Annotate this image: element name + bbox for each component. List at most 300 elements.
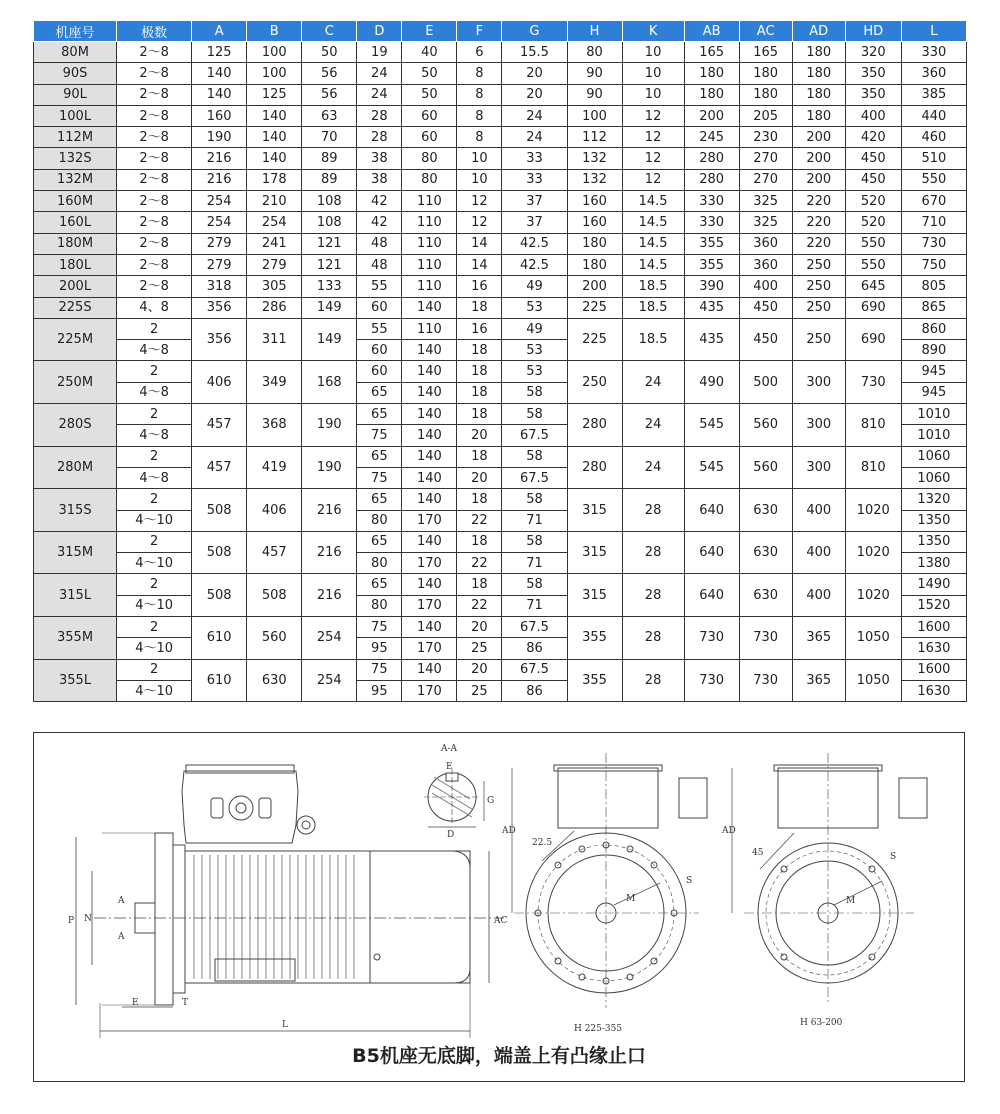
frame-model-cell: 160M xyxy=(34,191,117,212)
table-cell: 280 xyxy=(567,446,622,489)
table-cell: 610 xyxy=(192,617,247,660)
table-row xyxy=(34,42,967,63)
table-cell: 200 xyxy=(792,169,845,190)
table-cell: 140 xyxy=(402,404,457,425)
table-cell: 2 xyxy=(117,531,192,552)
table-cell: 2 xyxy=(117,659,192,680)
table-cell: 210 xyxy=(247,191,302,212)
table-cell: 280 xyxy=(684,148,739,169)
table-cell: 865 xyxy=(901,297,966,318)
table-cell: 140 xyxy=(247,148,302,169)
column-header: AD xyxy=(792,21,845,42)
table-row xyxy=(34,84,967,105)
table-cell: 170 xyxy=(402,510,457,531)
table-cell: 53 xyxy=(502,340,567,361)
table-cell: 60 xyxy=(357,361,402,382)
table-cell: 10 xyxy=(622,63,684,84)
table-cell: 6 xyxy=(457,42,502,63)
table-cell: 12 xyxy=(622,169,684,190)
table-cell: 2～8 xyxy=(117,254,192,275)
table-row xyxy=(34,148,967,169)
label-t: T xyxy=(182,998,189,1008)
table-cell: 110 xyxy=(402,318,457,339)
table-cell: 75 xyxy=(357,617,402,638)
table-cell: 360 xyxy=(739,254,792,275)
table-cell: 1350 xyxy=(901,510,966,531)
table-cell: 450 xyxy=(739,297,792,318)
table-cell: 320 xyxy=(845,42,901,63)
table-cell: 180 xyxy=(739,84,792,105)
table-cell: 550 xyxy=(901,169,966,190)
table-cell: 20 xyxy=(502,84,567,105)
label-a-bottom: A xyxy=(118,932,125,942)
table-cell: 49 xyxy=(502,276,567,297)
table-cell: 368 xyxy=(247,404,302,447)
table-cell: 4～10 xyxy=(117,510,192,531)
flange-view-large xyxy=(512,753,707,1008)
dimension-table xyxy=(33,20,967,702)
table-cell: 14 xyxy=(457,233,502,254)
angle-right: 45 xyxy=(752,848,764,858)
table-cell: 60 xyxy=(402,127,457,148)
table-cell: 406 xyxy=(247,489,302,532)
table-cell: 330 xyxy=(684,212,739,233)
table-cell: 49 xyxy=(502,318,567,339)
table-cell: 1600 xyxy=(901,617,966,638)
table-cell: 450 xyxy=(739,318,792,361)
table-cell: 8 xyxy=(457,63,502,84)
table-cell: 4～10 xyxy=(117,553,192,574)
table-cell: 65 xyxy=(357,574,402,595)
column-header: L xyxy=(901,21,966,42)
range-label-left: H 225-355 xyxy=(574,1024,623,1034)
table-cell: 220 xyxy=(792,212,845,233)
table-cell: 10 xyxy=(622,84,684,105)
table-cell: 71 xyxy=(502,553,567,574)
table-cell: 50 xyxy=(402,84,457,105)
table-cell: 510 xyxy=(901,148,966,169)
table-cell: 1520 xyxy=(901,595,966,616)
table-cell: 1380 xyxy=(901,553,966,574)
table-cell: 28 xyxy=(357,105,402,126)
table-cell: 1490 xyxy=(901,574,966,595)
table-cell: 254 xyxy=(302,617,357,660)
table-cell: 545 xyxy=(684,446,739,489)
table-cell: 216 xyxy=(192,148,247,169)
table-cell: 65 xyxy=(357,531,402,552)
table-cell: 945 xyxy=(901,382,966,403)
table-cell: 406 xyxy=(192,361,247,404)
table-cell: 1020 xyxy=(845,574,901,617)
table-cell: 241 xyxy=(247,233,302,254)
table-cell: 24 xyxy=(502,127,567,148)
table-cell: 140 xyxy=(402,361,457,382)
table-cell: 385 xyxy=(901,84,966,105)
table-cell: 140 xyxy=(402,617,457,638)
table-cell: 14.5 xyxy=(622,212,684,233)
table-row xyxy=(34,617,967,638)
table-cell: 55 xyxy=(357,276,402,297)
table-cell: 132 xyxy=(567,148,622,169)
table-cell: 360 xyxy=(901,63,966,84)
table-cell: 16 xyxy=(457,318,502,339)
table-cell: 132 xyxy=(567,169,622,190)
table-cell: 350 xyxy=(845,63,901,84)
column-header: AB xyxy=(684,21,739,42)
table-cell: 350 xyxy=(845,84,901,105)
table-row xyxy=(34,191,967,212)
table-cell: 2～8 xyxy=(117,127,192,148)
angle-left: 22.5 xyxy=(532,838,553,848)
table-cell: 670 xyxy=(901,191,966,212)
table-cell: 18 xyxy=(457,531,502,552)
column-header: C xyxy=(302,21,357,42)
table-cell: 20 xyxy=(457,467,502,488)
table-row xyxy=(34,254,967,275)
table-cell: 38 xyxy=(357,148,402,169)
table-cell: 190 xyxy=(302,446,357,489)
table-cell: 2 xyxy=(117,361,192,382)
table-cell: 28 xyxy=(622,489,684,532)
table-cell: 71 xyxy=(502,510,567,531)
table-cell: 1600 xyxy=(901,659,966,680)
table-cell: 50 xyxy=(402,63,457,84)
table-cell: 390 xyxy=(684,276,739,297)
table-cell: 18.5 xyxy=(622,297,684,318)
table-cell: 1060 xyxy=(901,446,966,467)
table-cell: 28 xyxy=(622,617,684,660)
table-cell: 400 xyxy=(845,105,901,126)
table-cell: 180 xyxy=(739,63,792,84)
column-header: H xyxy=(567,21,622,42)
table-cell: 22 xyxy=(457,595,502,616)
table-cell: 610 xyxy=(192,659,247,702)
table-cell: 315 xyxy=(567,574,622,617)
table-cell: 325 xyxy=(739,212,792,233)
table-cell: 90 xyxy=(567,63,622,84)
table-row xyxy=(34,212,967,233)
table-cell: 55 xyxy=(357,318,402,339)
table-cell: 2～8 xyxy=(117,42,192,63)
table-cell: 108 xyxy=(302,212,357,233)
table-cell: 500 xyxy=(739,361,792,404)
column-header: F xyxy=(457,21,502,42)
table-cell: 550 xyxy=(845,254,901,275)
table-cell: 40 xyxy=(402,42,457,63)
table-cell: 110 xyxy=(402,212,457,233)
table-cell: 645 xyxy=(845,276,901,297)
table-cell: 20 xyxy=(502,63,567,84)
frame-model-cell: 355L xyxy=(34,659,117,702)
table-header-row xyxy=(34,21,967,42)
table-cell: 200 xyxy=(567,276,622,297)
frame-model-cell: 250M xyxy=(34,361,117,404)
table-cell: 28 xyxy=(357,127,402,148)
table-cell: 435 xyxy=(684,318,739,361)
table-cell: 520 xyxy=(845,191,901,212)
table-cell: 18 xyxy=(457,574,502,595)
motor-outline-drawing xyxy=(34,733,964,1081)
table-cell: 200 xyxy=(792,148,845,169)
column-header: B xyxy=(247,21,302,42)
table-cell: 22 xyxy=(457,553,502,574)
table-cell: 2～8 xyxy=(117,105,192,126)
table-cell: 730 xyxy=(684,659,739,702)
table-cell: 805 xyxy=(901,276,966,297)
label-m-right: M xyxy=(846,896,856,906)
frame-model-cell: 280S xyxy=(34,404,117,447)
table-cell: 280 xyxy=(684,169,739,190)
table-cell: 349 xyxy=(247,361,302,404)
table-cell: 1010 xyxy=(901,404,966,425)
table-cell: 12 xyxy=(622,127,684,148)
table-cell: 2 xyxy=(117,446,192,467)
table-cell: 60 xyxy=(402,105,457,126)
table-cell: 108 xyxy=(302,191,357,212)
table-cell: 24 xyxy=(502,105,567,126)
table-cell: 33 xyxy=(502,148,567,169)
table-cell: 2～8 xyxy=(117,212,192,233)
table-cell: 435 xyxy=(684,297,739,318)
table-cell: 12 xyxy=(457,191,502,212)
table-cell: 420 xyxy=(845,127,901,148)
table-cell: 2～8 xyxy=(117,276,192,297)
table-cell: 140 xyxy=(402,382,457,403)
table-row xyxy=(34,233,967,254)
table-cell: 365 xyxy=(792,617,845,660)
table-cell: 75 xyxy=(357,425,402,446)
label-n: N xyxy=(84,914,92,924)
table-cell: 28 xyxy=(622,574,684,617)
table-cell: 810 xyxy=(845,404,901,447)
table-cell: 860 xyxy=(901,318,966,339)
table-cell: 450 xyxy=(845,169,901,190)
column-header: K xyxy=(622,21,684,42)
table-cell: 178 xyxy=(247,169,302,190)
table-cell: 216 xyxy=(192,169,247,190)
table-cell: 440 xyxy=(901,105,966,126)
table-cell: 24 xyxy=(622,361,684,404)
table-cell: 165 xyxy=(684,42,739,63)
table-cell: 42 xyxy=(357,212,402,233)
column-header: 机座号 xyxy=(34,21,117,42)
table-cell: 508 xyxy=(192,489,247,532)
table-cell: 18 xyxy=(457,489,502,510)
table-row xyxy=(34,169,967,190)
flange-view-small xyxy=(732,753,927,1003)
table-cell: 25 xyxy=(457,680,502,701)
table-cell: 4～8 xyxy=(117,425,192,446)
table-cell: 160 xyxy=(192,105,247,126)
table-cell: 110 xyxy=(402,233,457,254)
table-cell: 28 xyxy=(622,659,684,702)
table-cell: 730 xyxy=(739,617,792,660)
table-cell: 356 xyxy=(192,297,247,318)
table-cell: 457 xyxy=(247,531,302,574)
table-cell: 20 xyxy=(457,617,502,638)
table-cell: 330 xyxy=(901,42,966,63)
table-cell: 10 xyxy=(457,148,502,169)
frame-model-cell: 90L xyxy=(34,84,117,105)
label-g: G xyxy=(487,796,495,806)
table-cell: 110 xyxy=(402,191,457,212)
table-cell: 254 xyxy=(192,212,247,233)
table-cell: 400 xyxy=(792,574,845,617)
table-cell: 690 xyxy=(845,297,901,318)
frame-model-cell: 315S xyxy=(34,489,117,532)
table-cell: 180 xyxy=(684,84,739,105)
table-cell: 750 xyxy=(901,254,966,275)
table-cell: 18 xyxy=(457,446,502,467)
table-cell: 630 xyxy=(247,659,302,702)
table-cell: 18 xyxy=(457,340,502,361)
table-cell: 2～8 xyxy=(117,84,192,105)
table-cell: 42.5 xyxy=(502,254,567,275)
table-cell: 14 xyxy=(457,254,502,275)
table-cell: 315 xyxy=(567,531,622,574)
table-cell: 165 xyxy=(739,42,792,63)
table-cell: 95 xyxy=(357,680,402,701)
table-cell: 60 xyxy=(357,340,402,361)
range-label-right: H 63-200 xyxy=(800,1018,843,1028)
table-cell: 140 xyxy=(402,425,457,446)
label-ad-right: AD xyxy=(722,826,736,836)
table-cell: 15.5 xyxy=(502,42,567,63)
table-cell: 250 xyxy=(792,254,845,275)
label-d: D xyxy=(447,830,455,840)
table-cell: 508 xyxy=(247,574,302,617)
table-cell: 315 xyxy=(567,489,622,532)
table-cell: 58 xyxy=(502,446,567,467)
table-cell: 560 xyxy=(247,617,302,660)
table-cell: 490 xyxy=(684,361,739,404)
table-cell: 42 xyxy=(357,191,402,212)
table-cell: 133 xyxy=(302,276,357,297)
table-cell: 70 xyxy=(302,127,357,148)
table-cell: 305 xyxy=(247,276,302,297)
table-cell: 250 xyxy=(792,297,845,318)
table-cell: 125 xyxy=(192,42,247,63)
table-cell: 356 xyxy=(192,318,247,361)
table-cell: 2～8 xyxy=(117,169,192,190)
table-cell: 225 xyxy=(567,318,622,361)
frame-model-cell: 132M xyxy=(34,169,117,190)
table-cell: 8 xyxy=(457,105,502,126)
table-cell: 71 xyxy=(502,595,567,616)
table-cell: 180 xyxy=(792,63,845,84)
table-cell: 2～8 xyxy=(117,148,192,169)
table-cell: 730 xyxy=(845,361,901,404)
table-cell: 58 xyxy=(502,531,567,552)
table-cell: 300 xyxy=(792,361,845,404)
table-cell: 330 xyxy=(684,191,739,212)
label-ad-left: AD xyxy=(502,826,516,836)
table-cell: 318 xyxy=(192,276,247,297)
table-cell: 100 xyxy=(247,42,302,63)
table-cell: 1010 xyxy=(901,425,966,446)
column-header: A xyxy=(192,21,247,42)
table-cell: 730 xyxy=(739,659,792,702)
table-cell: 86 xyxy=(502,638,567,659)
table-cell: 365 xyxy=(792,659,845,702)
table-cell: 60 xyxy=(357,297,402,318)
table-cell: 545 xyxy=(684,404,739,447)
table-cell: 121 xyxy=(302,254,357,275)
table-cell: 20 xyxy=(457,425,502,446)
table-cell: 67.5 xyxy=(502,467,567,488)
table-cell: 1320 xyxy=(901,489,966,510)
table-cell: 12 xyxy=(622,148,684,169)
table-cell: 42.5 xyxy=(502,233,567,254)
table-cell: 2～8 xyxy=(117,191,192,212)
table-cell: 180 xyxy=(792,84,845,105)
table-cell: 170 xyxy=(402,680,457,701)
table-cell: 12 xyxy=(457,212,502,233)
table-cell: 80 xyxy=(357,510,402,531)
table-cell: 65 xyxy=(357,382,402,403)
table-cell: 2 xyxy=(117,489,192,510)
table-cell: 1350 xyxy=(901,531,966,552)
column-header: E xyxy=(402,21,457,42)
table-cell: 457 xyxy=(192,446,247,489)
table-cell: 4～8 xyxy=(117,467,192,488)
table-cell: 12 xyxy=(622,105,684,126)
table-cell: 18.5 xyxy=(622,276,684,297)
table-cell: 2～8 xyxy=(117,233,192,254)
table-cell: 4、8 xyxy=(117,297,192,318)
table-cell: 16 xyxy=(457,276,502,297)
table-cell: 140 xyxy=(402,446,457,467)
table-cell: 630 xyxy=(739,489,792,532)
table-cell: 18 xyxy=(457,297,502,318)
table-cell: 140 xyxy=(247,127,302,148)
table-cell: 190 xyxy=(302,404,357,447)
table-cell: 230 xyxy=(739,127,792,148)
table-row xyxy=(34,361,967,382)
table-cell: 279 xyxy=(247,254,302,275)
table-cell: 270 xyxy=(739,169,792,190)
table-cell: 140 xyxy=(402,340,457,361)
frame-model-cell: 160L xyxy=(34,212,117,233)
drawing-caption: B5机座无底脚，端盖上有凸缘止口 xyxy=(352,1045,646,1067)
table-cell: 56 xyxy=(302,84,357,105)
table-cell: 4～10 xyxy=(117,638,192,659)
table-cell: 58 xyxy=(502,382,567,403)
table-row xyxy=(34,404,967,425)
table-cell: 89 xyxy=(302,148,357,169)
table-cell: 65 xyxy=(357,489,402,510)
table-cell: 160 xyxy=(567,212,622,233)
table-cell: 640 xyxy=(684,574,739,617)
shaft-section-view xyxy=(424,769,484,827)
table-cell: 2 xyxy=(117,617,192,638)
table-cell: 18.5 xyxy=(622,318,684,361)
table-cell: 58 xyxy=(502,404,567,425)
table-cell: 24 xyxy=(622,446,684,489)
table-cell: 67.5 xyxy=(502,617,567,638)
table-cell: 630 xyxy=(739,574,792,617)
label-p: P xyxy=(68,916,75,926)
table-cell: 1630 xyxy=(901,680,966,701)
table-cell: 355 xyxy=(567,659,622,702)
frame-model-cell: 90S xyxy=(34,63,117,84)
table-cell: 2～8 xyxy=(117,63,192,84)
table-cell: 160 xyxy=(567,191,622,212)
table-cell: 640 xyxy=(684,489,739,532)
table-cell: 121 xyxy=(302,233,357,254)
table-cell: 254 xyxy=(247,212,302,233)
table-row xyxy=(34,297,967,318)
